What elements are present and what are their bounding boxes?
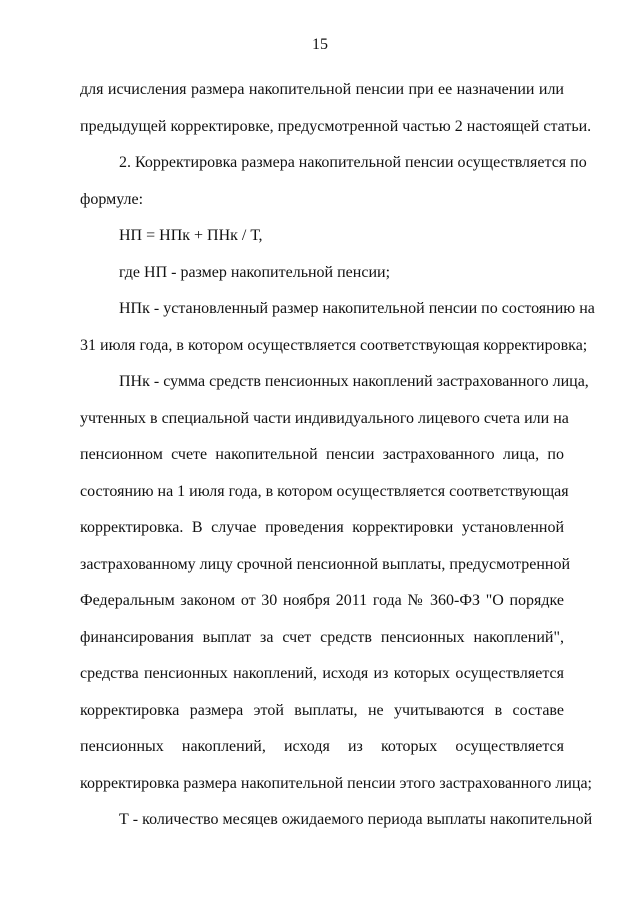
text-line: средства пенсионных накоплений, исходя из которых осуществляется (80, 665, 564, 682)
text-line: пенсионном счете накопительной пенсии застрахованного лица, по (80, 446, 564, 463)
text-line: учтенных в специальной части индивидуального лицевого счета или на (80, 409, 569, 427)
text-line: НПк - установленный размер накопительной пенсии по состоянию на (119, 300, 595, 317)
text-line: пенсионных накоплений, исходя из которых осуществляется (80, 738, 564, 755)
text-line: 31 июля года, в котором осуществляется соответствующая корректировка; (80, 336, 588, 354)
text-line: предыдущей корректировке, предусмотренной частью 2 настоящей статьи. (80, 117, 592, 135)
text-line: корректировка размера накопительной пенсии этого застрахованного лица; (80, 774, 592, 792)
text-line: Т - количество месяцев ожидаемого периода выплаты накопительной (119, 811, 593, 828)
text-line: корректировка размера этой выплаты, не учитываются в составе (80, 701, 564, 719)
page-number: 15 (312, 36, 328, 53)
text-line: НП = НПк + ПНк / Т, (119, 227, 263, 244)
text-line: где НП - размер накопительной пенсии; (119, 263, 391, 281)
text-line: 2. Корректировка размера накопительной пенсии осуществляется по (119, 154, 587, 171)
body-text (80, 72, 595, 839)
text-line: корректировка. В случае проведения корректировки установленной (80, 519, 564, 536)
text-line: финансирования выплат за счет средств пенсионных накоплений", (80, 628, 564, 646)
text-line: Федеральным законом от 30 ноября 2011 года № 360-ФЗ "О порядке (80, 592, 564, 609)
text-line: формуле: (80, 190, 144, 208)
text-line: застрахованному лицу срочной пенсионной выплаты, предусмотренной (80, 555, 571, 573)
text-line: ПНк - сумма средств пенсионных накоплений застрахованного лица, (119, 373, 589, 390)
text-line: для исчисления размера накопительной пенсии при ее назначении или (80, 81, 564, 98)
text-line: состоянию на 1 июля года, в котором осуществляется соответствующая (80, 482, 569, 500)
